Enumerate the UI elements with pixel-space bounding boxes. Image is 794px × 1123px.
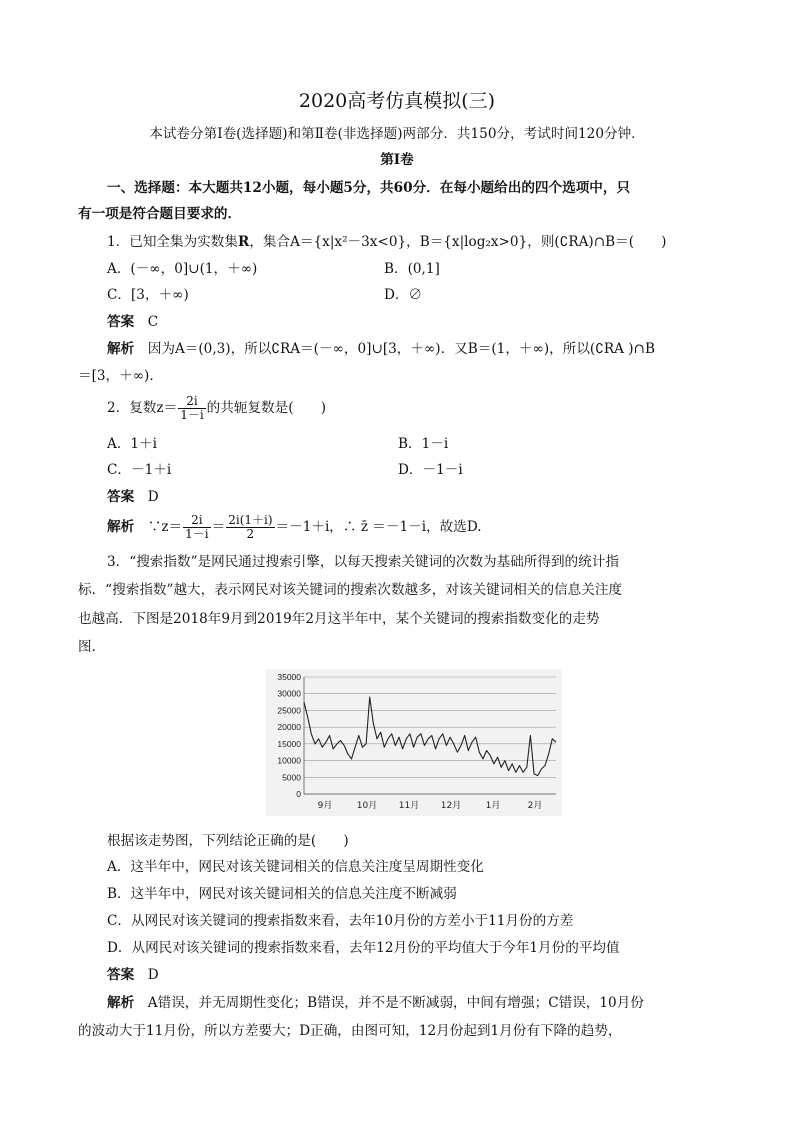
q1-option-a: A．(－∞，0]∪(1，＋∞) bbox=[107, 261, 258, 277]
q2-fraction bbox=[178, 395, 205, 422]
q3-option-d: D．从网民对该关键词的搜索指数来看，去年12月份的平均值大于今年1月份的平均值 bbox=[107, 940, 620, 956]
q1-stem-a: 1．已知全集为实数集 bbox=[107, 234, 238, 250]
x-tick-label: 10月 bbox=[356, 801, 378, 811]
q1-answer-label: 答案 bbox=[107, 314, 135, 330]
q2-exp-b: ＝ bbox=[211, 519, 226, 535]
section-heading: 第Ⅰ卷 bbox=[380, 152, 414, 168]
q1-explanation-line-1 bbox=[107, 339, 757, 359]
y-tick-label: 5000 bbox=[282, 772, 301, 783]
q2-explanation-label: 解析 bbox=[107, 519, 135, 535]
q2-answer-label: 答案 bbox=[107, 489, 135, 505]
section-intro-line-1: 一、选择题：本大题共12小题，每小题5分，共60分．在每小题给出的四个选项中，只 bbox=[107, 180, 631, 196]
q2-exp-fraction-1 bbox=[183, 514, 210, 541]
q2-stem bbox=[107, 393, 757, 423]
q2-stem-a: 2．复数z＝ bbox=[107, 400, 178, 416]
q3-option-c: C．从网民对该关键词的搜索指数来看，去年10月份的方差小于11月份的方差 bbox=[107, 913, 574, 929]
q2-fraction-num: 2i bbox=[178, 395, 205, 409]
q2-fraction-den: 1－i bbox=[180, 408, 204, 422]
q3-explanation-line-2: 的波动大于11月份，所以方差要大；D正确，由图可知，12月份起到1月份有下降的趋势， bbox=[78, 1023, 622, 1039]
y-tick-label: 20000 bbox=[277, 722, 301, 733]
q1-option-b: B．(0,1] bbox=[384, 261, 440, 277]
q1-set: A＝{x|x²－3x<0}，B＝{x|log₂x>0}，则(∁RA)∩B＝( ) bbox=[290, 234, 667, 250]
q3-stem-line-3: 也越高．下图是2018年9月到2019年2月这半年中，某个关键词的搜索指数变化的走势 bbox=[78, 611, 600, 627]
y-tick-label: 30000 bbox=[277, 688, 301, 699]
q2-option-c: C．－1＋i bbox=[107, 462, 172, 478]
q3-option-a: A．这半年中，网民对该关键词相关的信息关注度呈周期性变化 bbox=[107, 859, 484, 875]
q2-exp-fraction-2-num: 2i(1＋i) bbox=[228, 513, 273, 527]
y-tick-label: 25000 bbox=[277, 705, 301, 716]
q2-stem-b: 的共轭复数是( ) bbox=[206, 400, 327, 416]
q1-answer bbox=[107, 312, 757, 332]
q3-explanation-label: 解析 bbox=[107, 995, 135, 1011]
q2-option-b: B．1－i bbox=[398, 436, 449, 452]
search-index-chart bbox=[266, 669, 562, 816]
q2-answer bbox=[107, 487, 757, 507]
q1-option-d: D．∅ bbox=[384, 287, 423, 303]
q1-options-row-1 bbox=[107, 259, 757, 279]
q1-options-row-2 bbox=[107, 285, 757, 305]
x-tick-label: 11月 bbox=[398, 801, 420, 811]
q2-exp-fraction-2 bbox=[226, 514, 274, 541]
q3-answer-value: D bbox=[147, 967, 159, 983]
q2-option-a: A．1＋i bbox=[107, 436, 158, 452]
q2-explanation bbox=[107, 512, 757, 542]
q2-exp-c: ＝－1＋i，∴ z̄ ＝－1－i，故选D. bbox=[275, 519, 482, 535]
q3-option-b: B．这半年中，网民对该关键词相关的信息关注度不断减弱 bbox=[107, 886, 457, 902]
y-tick-label: 35000 bbox=[277, 672, 301, 682]
x-tick-label: 1月 bbox=[485, 801, 501, 811]
y-tick-label: 0 bbox=[296, 789, 301, 799]
q3-stem-line-2: 标．“搜索指数”越大，表示网民对该关键词的搜索次数越多，对该关键词相关的信息关注度 bbox=[78, 582, 623, 598]
q2-exp-fraction-1-num: 2i bbox=[183, 514, 210, 528]
x-tick-label: 2月 bbox=[527, 801, 543, 811]
q3-stem-line-4: 图． bbox=[78, 639, 106, 655]
q2-answer-value: D bbox=[147, 489, 159, 505]
page-title: 2020高考仿真模拟(三) bbox=[298, 90, 496, 112]
q2-options-row-2 bbox=[107, 460, 757, 480]
x-tick-label: 9月 bbox=[317, 801, 333, 811]
q1-stem-R: R bbox=[238, 234, 250, 250]
x-tick-label: 12月 bbox=[440, 801, 462, 811]
q2-option-d: D．－1－i bbox=[398, 462, 463, 478]
q1-explanation-line-2: ＝[3，＋∞)． bbox=[78, 368, 163, 384]
q3-answer-label: 答案 bbox=[107, 967, 135, 983]
q1-explanation-label: 解析 bbox=[107, 341, 135, 357]
q2-exp-a: ∵z＝ bbox=[147, 519, 183, 535]
exam-subtitle: 本试卷分第Ⅰ卷(选择题)和第Ⅱ卷(非选择题)两部分．共150分，考试时间120分钟． bbox=[149, 126, 645, 142]
q3-explanation-line-1 bbox=[107, 993, 757, 1013]
y-tick-label: 10000 bbox=[277, 755, 301, 766]
q2-exp-fraction-2-den: 2 bbox=[246, 527, 255, 541]
q1-option-c: C．[3，＋∞) bbox=[107, 287, 189, 303]
q3-stem-line-1: 3．“搜索指数”是网民通过搜索引擎，以每天搜索关键词的次数为基础所得到的统计指 bbox=[107, 554, 619, 570]
q1-stem-b: ，集合 bbox=[249, 234, 291, 250]
q3-question: 根据该走势图，下列结论正确的是( ) bbox=[107, 833, 349, 849]
q3-explanation-text: A错误，并无周期性变化；B错误，并不是不断减弱，中间有增强；C错误，10月份 bbox=[147, 995, 644, 1011]
y-tick-label: 15000 bbox=[277, 738, 301, 749]
q2-exp-fraction-1-den: 1－i bbox=[185, 527, 209, 541]
q1-answer-value: C bbox=[147, 314, 159, 330]
q3-answer bbox=[107, 965, 757, 985]
section-intro-line-2: 有一项是符合题目要求的． bbox=[78, 206, 242, 222]
q1-stem bbox=[107, 232, 757, 252]
q2-options-row-1 bbox=[107, 434, 757, 454]
q1-explanation-text: 因为A＝(0,3)，所以∁RA＝(－∞，0]∪[3，＋∞)．又B＝(1，＋∞)，所以(∁RA )∩B bbox=[147, 341, 655, 357]
search-index-chart-svg bbox=[266, 669, 562, 816]
